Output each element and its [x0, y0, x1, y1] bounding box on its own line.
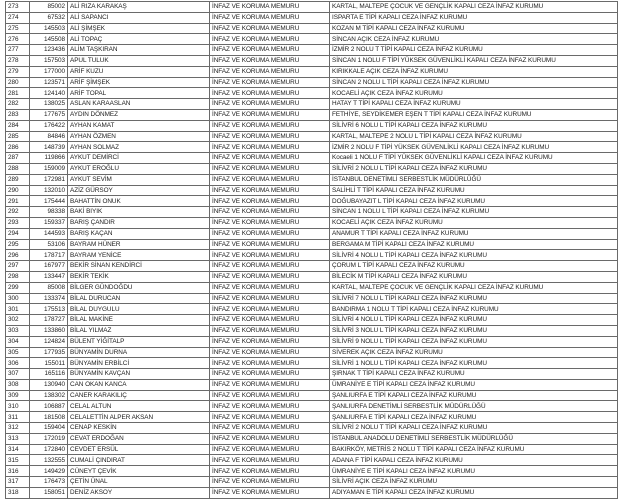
table-row	[6, 455, 618, 466]
table-row	[6, 401, 618, 412]
job-title: İNFAZ VE KORUMA MEMURU	[210, 477, 330, 488]
personnel-id: 177675	[30, 109, 68, 120]
row-number: 291	[6, 196, 30, 207]
row-number: 295	[6, 239, 30, 250]
person-name: CÜNEYT ÇEVİK	[68, 466, 210, 477]
table-row	[6, 239, 618, 250]
institution-name: BANDIRMA 1 NOLU T TİPİ KAPALI CEZA İNFAZ KURUMU	[330, 304, 618, 315]
personnel-id: 177000	[30, 66, 68, 77]
table-row	[6, 163, 618, 174]
job-title: İNFAZ VE KORUMA MEMURU	[210, 99, 330, 110]
row-number: 307	[6, 369, 30, 380]
job-title: İNFAZ VE KORUMA MEMURU	[210, 390, 330, 401]
row-number: 305	[6, 347, 30, 358]
job-title: İNFAZ VE KORUMA MEMURU	[210, 455, 330, 466]
table-row	[6, 444, 618, 455]
person-name: AYKUT DEMİRCİ	[68, 153, 210, 164]
person-name: AYHAN SOLMAZ	[68, 142, 210, 153]
institution-name: BİLECİK M TİPİ KAPALI CEZA İNFAZ KURUMU	[330, 271, 618, 282]
institution-name: KARTAL, MALTEPE ÇOCUK VE GENÇLİK KAPALI CEZA İNFAZ KURUMU	[330, 282, 618, 293]
institution-name: ÜMRANİYE E TİPİ KAPALI CEZA İNFAZ KURUMU	[330, 466, 618, 477]
personnel-id: 176473	[30, 477, 68, 488]
personnel-id: 178727	[30, 315, 68, 326]
job-title: İNFAZ VE KORUMA MEMURU	[210, 217, 330, 228]
job-title: İNFAZ VE KORUMA MEMURU	[210, 261, 330, 272]
job-title: İNFAZ VE KORUMA MEMURU	[210, 325, 330, 336]
institution-name: SİLİVRİ 4 NOLU L TİPİ KAPALI CEZA İNFAZ KURUMU	[330, 315, 618, 326]
person-name: AYKUT SEVİM	[68, 174, 210, 185]
personnel-id: 98338	[30, 207, 68, 218]
personnel-id: 84846	[30, 131, 68, 142]
job-title: İNFAZ VE KORUMA MEMURU	[210, 185, 330, 196]
person-name: CAN OKAN KANCA	[68, 379, 210, 390]
row-number: 314	[6, 444, 30, 455]
table-row	[6, 196, 618, 207]
job-title: İNFAZ VE KORUMA MEMURU	[210, 304, 330, 315]
row-number: 302	[6, 315, 30, 326]
job-title: İNFAZ VE KORUMA MEMURU	[210, 271, 330, 282]
personnel-id: 67532	[30, 12, 68, 23]
job-title: İNFAZ VE KORUMA MEMURU	[210, 131, 330, 142]
personnel-id: 145503	[30, 23, 68, 34]
personnel-id: 123436	[30, 45, 68, 56]
document-page	[5, 1, 617, 497]
job-title: İNFAZ VE KORUMA MEMURU	[210, 55, 330, 66]
personnel-id: 133447	[30, 271, 68, 282]
personnel-id: 175444	[30, 196, 68, 207]
table-row	[6, 23, 618, 34]
row-number: 283	[6, 109, 30, 120]
job-title: İNFAZ VE KORUMA MEMURU	[210, 412, 330, 423]
job-title: İNFAZ VE KORUMA MEMURU	[210, 77, 330, 88]
table-row	[6, 120, 618, 131]
row-number: 277	[6, 45, 30, 56]
person-name: AYDIN DÖNMEZ	[68, 109, 210, 120]
row-number: 310	[6, 401, 30, 412]
row-number: 292	[6, 207, 30, 218]
table-row	[6, 34, 618, 45]
row-number: 285	[6, 131, 30, 142]
row-number: 290	[6, 185, 30, 196]
row-number: 293	[6, 217, 30, 228]
table-row	[6, 487, 618, 498]
personnel-id: 159404	[30, 423, 68, 434]
personnel-id: 119866	[30, 153, 68, 164]
person-name: BÜLENT YİĞİTALP	[68, 336, 210, 347]
table-row	[6, 217, 618, 228]
institution-name: İZMİR 2 NOLU T TİPİ KAPALI CEZA İNFAZ KURUMU	[330, 45, 618, 56]
institution-name: KOCAELİ AÇIK CEZA İNFAZ KURUMU	[330, 88, 618, 99]
personnel-id: 132010	[30, 185, 68, 196]
job-title: İNFAZ VE KORUMA MEMURU	[210, 347, 330, 358]
institution-name: Kocaeli 1 NOLU F TİPİ YÜKSEK GÜVENLİKLİ KAPALI CEZA İNFAZ KURUMU	[330, 153, 618, 164]
job-title: İNFAZ VE KORUMA MEMURU	[210, 174, 330, 185]
table-row	[6, 228, 618, 239]
institution-name: SİLİVRİ 9 NOLU L TİPİ KAPALI CEZA İNFAZ KURUMU	[330, 336, 618, 347]
job-title: İNFAZ VE KORUMA MEMURU	[210, 34, 330, 45]
table-row	[6, 347, 618, 358]
row-number: 278	[6, 55, 30, 66]
job-title: İNFAZ VE KORUMA MEMURU	[210, 466, 330, 477]
institution-name: HATAY T TİPİ KAPALI CEZA İNFAZ KURUMU	[330, 99, 618, 110]
table-row	[6, 131, 618, 142]
personnel-id: 133374	[30, 293, 68, 304]
personnel-id: 144593	[30, 228, 68, 239]
row-number: 309	[6, 390, 30, 401]
job-title: İNFAZ VE KORUMA MEMURU	[210, 250, 330, 261]
row-number: 294	[6, 228, 30, 239]
job-title: İNFAZ VE KORUMA MEMURU	[210, 433, 330, 444]
institution-name: ISPARTA E TİPİ KAPALI CEZA İNFAZ KURUMU	[330, 12, 618, 23]
personnel-id: 176422	[30, 120, 68, 131]
personnel-id: 124824	[30, 336, 68, 347]
personnel-id: 123571	[30, 77, 68, 88]
table-row	[6, 174, 618, 185]
personnel-table	[5, 1, 618, 499]
person-name: CELAL ALTUN	[68, 401, 210, 412]
person-name: BAYRAM YENİCE	[68, 250, 210, 261]
personnel-id: 132555	[30, 455, 68, 466]
personnel-id: 158051	[30, 487, 68, 498]
row-number: 288	[6, 163, 30, 174]
table-row	[6, 336, 618, 347]
personnel-id: 124140	[30, 88, 68, 99]
table-row	[6, 45, 618, 56]
job-title: İNFAZ VE KORUMA MEMURU	[210, 358, 330, 369]
person-name: ARİF ŞİMŞEK	[68, 77, 210, 88]
table-row	[6, 325, 618, 336]
person-name: AYHAN KAMAT	[68, 120, 210, 131]
institution-name: SİNCAN AÇIK CEZA İNFAZ KURUMU	[330, 34, 618, 45]
table-row	[6, 379, 618, 390]
personnel-id: 138025	[30, 99, 68, 110]
job-title: İNFAZ VE KORUMA MEMURU	[210, 487, 330, 498]
personnel-id: 181508	[30, 412, 68, 423]
table-row	[6, 55, 618, 66]
row-number: 287	[6, 153, 30, 164]
row-number: 289	[6, 174, 30, 185]
person-name: BARIŞ ÇANDIR	[68, 217, 210, 228]
job-title: İNFAZ VE KORUMA MEMURU	[210, 66, 330, 77]
job-title: İNFAZ VE KORUMA MEMURU	[210, 293, 330, 304]
person-name: ARİF KUZU	[68, 66, 210, 77]
person-name: ALİM TAŞKIRAN	[68, 45, 210, 56]
row-number: 284	[6, 120, 30, 131]
personnel-id: 148739	[30, 142, 68, 153]
institution-name: ŞANLIURFA E TİPİ KAPALI CEZA İNFAZ KURUMU	[330, 390, 618, 401]
row-number: 312	[6, 423, 30, 434]
personnel-id: 172019	[30, 433, 68, 444]
institution-name: ADANA F TİPİ KAPALI CEZA İNFAZ KURUMU	[330, 455, 618, 466]
row-number: 300	[6, 293, 30, 304]
person-name: BİLGER GÜNDOĞDU	[68, 282, 210, 293]
table-row	[6, 282, 618, 293]
job-title: İNFAZ VE KORUMA MEMURU	[210, 153, 330, 164]
person-name: BÜNYAMİN KAVÇAN	[68, 369, 210, 380]
institution-name: KIRIKKALE AÇIK CEZA İNFAZ KURUMU	[330, 66, 618, 77]
institution-name: SİLİVRİ 6 NOLU L TİPİ KAPALI CEZA İNFAZ KURUMU	[330, 120, 618, 131]
personnel-id: 145508	[30, 34, 68, 45]
row-number: 296	[6, 250, 30, 261]
row-number: 306	[6, 358, 30, 369]
row-number: 301	[6, 304, 30, 315]
table-row	[6, 477, 618, 488]
person-name: CEVDET ERSÜL	[68, 444, 210, 455]
row-number: 273	[6, 2, 30, 13]
institution-name: SİLİVRİ AÇIK CEZA İNFAZ KURUMU	[330, 477, 618, 488]
person-name: BİLAL MAKİNE	[68, 315, 210, 326]
row-number: 282	[6, 99, 30, 110]
job-title: İNFAZ VE KORUMA MEMURU	[210, 120, 330, 131]
personnel-id: 172840	[30, 444, 68, 455]
table-row	[6, 99, 618, 110]
personnel-id: 85002	[30, 2, 68, 13]
institution-name: SİLİVRİ 2 NOLU L TİPİ KAPALI CEZA İNFAZ KURUMU	[330, 163, 618, 174]
institution-name: SİNCAN 1 NOLU F TİPİ YÜKSEK GÜVENLİKLİ KAPALI CEZA İNFAZ KURUMU	[330, 55, 618, 66]
row-number: 317	[6, 477, 30, 488]
institution-name: ŞANLIURFA E TİPİ KAPALI CEZA İNFAZ KURUMU	[330, 412, 618, 423]
institution-name: KARTAL, MALTEPE 2 NOLU L TİPİ KAPALI CEZA İNFAZ KURUMU	[330, 131, 618, 142]
row-number: 276	[6, 34, 30, 45]
table-row	[6, 466, 618, 477]
job-title: İNFAZ VE KORUMA MEMURU	[210, 109, 330, 120]
table-row	[6, 88, 618, 99]
person-name: ÇETİN ÜNAL	[68, 477, 210, 488]
person-name: BİLAL YILMAZ	[68, 325, 210, 336]
job-title: İNFAZ VE KORUMA MEMURU	[210, 315, 330, 326]
institution-name: ŞANLIURFA DENETİMLİ SERBESTLİK MÜDÜRLÜĞÜ	[330, 401, 618, 412]
row-number: 275	[6, 23, 30, 34]
row-number: 304	[6, 336, 30, 347]
institution-name: DOĞUBAYAZIT L TİPİ KAPALI CEZA İNFAZ KURUMU	[330, 196, 618, 207]
table-row	[6, 109, 618, 120]
personnel-id: 53106	[30, 239, 68, 250]
row-number: 313	[6, 433, 30, 444]
job-title: İNFAZ VE KORUMA MEMURU	[210, 2, 330, 13]
person-name: BEKİR TEKİK	[68, 271, 210, 282]
personnel-id: 178717	[30, 250, 68, 261]
row-number: 303	[6, 325, 30, 336]
personnel-id: 175513	[30, 304, 68, 315]
personnel-id: 177935	[30, 347, 68, 358]
institution-name: İZMİR 2 NOLU F TİPİ YÜKSEK GÜVENLİKLİ KAPALI CEZA İNFAZ KURUMU	[330, 142, 618, 153]
institution-name: SİVEREK AÇIK CEZA İNFAZ KURUMU	[330, 347, 618, 358]
institution-name: ÇORUM L TİPİ KAPALI CEZA İNFAZ KURUMU	[330, 261, 618, 272]
row-number: 274	[6, 12, 30, 23]
institution-name: KOZAN M TİPİ KAPALI CEZA İNFAZ KURUMU	[330, 23, 618, 34]
table-row	[6, 66, 618, 77]
person-name: ALİ RIZA KARAKAŞ	[68, 2, 210, 13]
institution-name: SİLİVRİ 1 NOLU L TİPİ KAPALI CEZA İNFAZ KURUMU	[330, 358, 618, 369]
table-row	[6, 423, 618, 434]
job-title: İNFAZ VE KORUMA MEMURU	[210, 401, 330, 412]
row-number: 298	[6, 271, 30, 282]
personnel-id: 85008	[30, 282, 68, 293]
personnel-id: 159009	[30, 163, 68, 174]
person-name: CENAP KESKİN	[68, 423, 210, 434]
institution-name: SİLİVRİ 7 NOLU L TİPİ KAPALI CEZA İNFAZ KURUMU	[330, 293, 618, 304]
table-row	[6, 185, 618, 196]
row-number: 315	[6, 455, 30, 466]
person-name: BARIŞ KAÇAN	[68, 228, 210, 239]
person-name: APUL TULUK	[68, 55, 210, 66]
institution-name: BAKIRKÖY, METRİS 2 NOLU T TİPİ KAPALI CEZA İNFAZ KURUMU	[330, 444, 618, 455]
table-row	[6, 293, 618, 304]
job-title: İNFAZ VE KORUMA MEMURU	[210, 23, 330, 34]
person-name: BÜNYAMİN ERBİLCİ	[68, 358, 210, 369]
person-name: CELALETTİN ALPER AKSAN	[68, 412, 210, 423]
row-number: 280	[6, 77, 30, 88]
personnel-id: 157503	[30, 55, 68, 66]
job-title: İNFAZ VE KORUMA MEMURU	[210, 379, 330, 390]
personnel-table-body	[6, 2, 618, 499]
person-name: DENİZ AKSOY	[68, 487, 210, 498]
institution-name: ANAMUR T TİPİ KAPALI CEZA İNFAZ KURUMU	[330, 228, 618, 239]
institution-name: ADIYAMAN E TİPİ KAPALI CEZA İNFAZ KURUMU	[330, 487, 618, 498]
institution-name: İSTANBUL ANADOLU DENETİMLİ SERBESTLİK MÜDÜRLÜĞÜ	[330, 433, 618, 444]
table-row	[6, 142, 618, 153]
job-title: İNFAZ VE KORUMA MEMURU	[210, 163, 330, 174]
table-row	[6, 153, 618, 164]
job-title: İNFAZ VE KORUMA MEMURU	[210, 12, 330, 23]
table-row	[6, 304, 618, 315]
institution-name: SİNCAN 2 NOLU L TİPİ KAPALI CEZA İNFAZ KURUMU	[330, 77, 618, 88]
table-row	[6, 12, 618, 23]
person-name: BAHATTİN ONUK	[68, 196, 210, 207]
personnel-id: 130940	[30, 379, 68, 390]
personnel-id: 106887	[30, 401, 68, 412]
table-row	[6, 261, 618, 272]
person-name: BAKİ BIYIK	[68, 207, 210, 218]
job-title: İNFAZ VE KORUMA MEMURU	[210, 207, 330, 218]
institution-name: SALİHLİ T TİPİ KAPALI CEZA İNFAZ KURUMU	[330, 185, 618, 196]
person-name: AZİZ GÜRSOY	[68, 185, 210, 196]
institution-name: KOCAELİ AÇIK CEZA İNFAZ KURUMU	[330, 217, 618, 228]
table-row	[6, 412, 618, 423]
institution-name: BERGAMA M TİPİ KAPALI CEZA İNFAZ KURUMU	[330, 239, 618, 250]
row-number: 286	[6, 142, 30, 153]
person-name: ARİF TOPAL	[68, 88, 210, 99]
person-name: BAYRAM HÜNER	[68, 239, 210, 250]
row-number: 318	[6, 487, 30, 498]
job-title: İNFAZ VE KORUMA MEMURU	[210, 45, 330, 56]
personnel-id: 155011	[30, 358, 68, 369]
institution-name: SİLİVRİ 4 NOLU L TİPİ KAPALI CEZA İNFAZ KURUMU	[330, 250, 618, 261]
job-title: İNFAZ VE KORUMA MEMURU	[210, 228, 330, 239]
job-title: İNFAZ VE KORUMA MEMURU	[210, 142, 330, 153]
personnel-id: 133860	[30, 325, 68, 336]
institution-name: KARTAL, MALTEPE ÇOCUK VE GENÇLİK KAPALI CEZA İNFAZ KURUMU	[330, 2, 618, 13]
table-row	[6, 315, 618, 326]
table-row	[6, 271, 618, 282]
person-name: ALİ TOPAÇ	[68, 34, 210, 45]
table-row	[6, 390, 618, 401]
job-title: İNFAZ VE KORUMA MEMURU	[210, 444, 330, 455]
institution-name: SİLİVRİ 2 NOLU T TİPİ KAPALI CEZA İNFAZ KURUMU	[330, 423, 618, 434]
person-name: BEKİR SİNAN KENDİRCİ	[68, 261, 210, 272]
person-name: ALİ SAPANCI	[68, 12, 210, 23]
row-number: 281	[6, 88, 30, 99]
institution-name: SİNCAN 1 NOLU L TİPİ KAPALI CEZA İNFAZ KURUMU	[330, 207, 618, 218]
person-name: BİLAL DURUCAN	[68, 293, 210, 304]
row-number: 279	[6, 66, 30, 77]
row-number: 299	[6, 282, 30, 293]
table-row	[6, 358, 618, 369]
job-title: İNFAZ VE KORUMA MEMURU	[210, 423, 330, 434]
person-name: CEVAT ERDOĞAN	[68, 433, 210, 444]
person-name: ASLAN KARAASLAN	[68, 99, 210, 110]
institution-name: İSTANBUL DENETİMLİ SERBESTLİK MÜDÜRLÜĞÜ	[330, 174, 618, 185]
person-name: CUMALİ ÇINDIRAT	[68, 455, 210, 466]
person-name: AYHAN ÖZMEN	[68, 131, 210, 142]
job-title: İNFAZ VE KORUMA MEMURU	[210, 336, 330, 347]
person-name: BİLAL DUYGULU	[68, 304, 210, 315]
personnel-id: 159337	[30, 217, 68, 228]
job-title: İNFAZ VE KORUMA MEMURU	[210, 239, 330, 250]
institution-name: SİLİVRİ 3 NOLU L TİPİ KAPALI CEZA İNFAZ KURUMU	[330, 325, 618, 336]
person-name: AYKUT EROĞLU	[68, 163, 210, 174]
person-name: BÜNYAMİN DURNA	[68, 347, 210, 358]
personnel-id: 138302	[30, 390, 68, 401]
institution-name: ÜMRANİYE E TİPİ KAPALI CEZA İNFAZ KURUMU	[330, 379, 618, 390]
person-name: ALİ ŞİMŞEK	[68, 23, 210, 34]
personnel-id: 172981	[30, 174, 68, 185]
job-title: İNFAZ VE KORUMA MEMURU	[210, 196, 330, 207]
table-row	[6, 207, 618, 218]
table-row	[6, 2, 618, 13]
row-number: 308	[6, 379, 30, 390]
job-title: İNFAZ VE KORUMA MEMURU	[210, 369, 330, 380]
institution-name: ŞIRNAK T TİPİ KAPALI CEZA İNFAZ KURUMU	[330, 369, 618, 380]
table-row	[6, 77, 618, 88]
table-row	[6, 250, 618, 261]
person-name: CANER KARAKILIÇ	[68, 390, 210, 401]
row-number: 297	[6, 261, 30, 272]
job-title: İNFAZ VE KORUMA MEMURU	[210, 282, 330, 293]
job-title: İNFAZ VE KORUMA MEMURU	[210, 88, 330, 99]
personnel-id: 165116	[30, 369, 68, 380]
institution-name: FETHİYE, SEYDİKEMER EŞEN T TİPİ KAPALI CEZA İNFAZ KURUMU	[330, 109, 618, 120]
row-number: 311	[6, 412, 30, 423]
personnel-id: 149429	[30, 466, 68, 477]
row-number: 316	[6, 466, 30, 477]
table-row	[6, 369, 618, 380]
personnel-id: 167977	[30, 261, 68, 272]
